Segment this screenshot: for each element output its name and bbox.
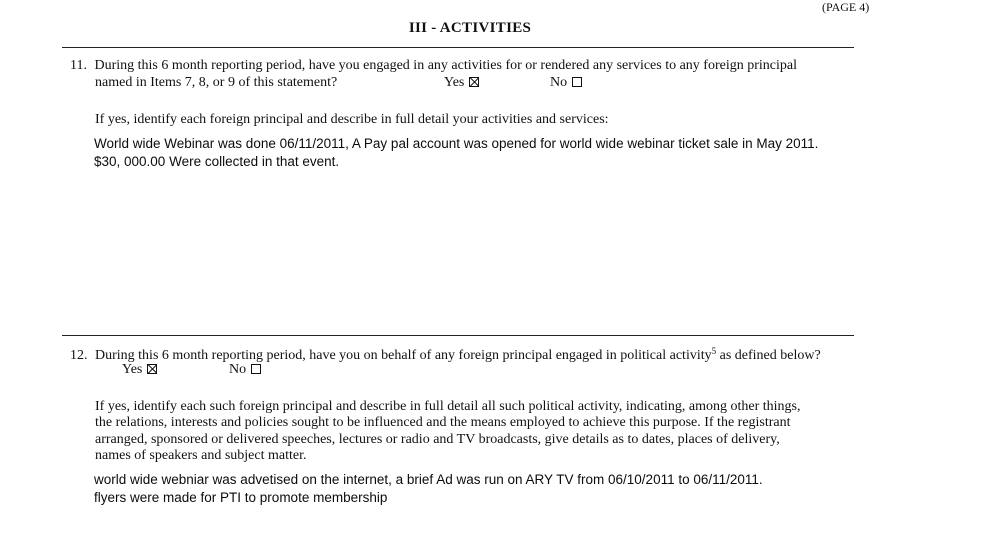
section-rule-middle [62,335,854,336]
q12-instruction-line2: the relations, interests and policies sought to be influenced and the means employed to achieve this purpose. If the registrant [95,415,791,430]
q12-answer-line1: world wide webniar was advetised on the internet, a brief Ad was run on ARY TV from 06/10/2011 to 06/11/2011. [94,472,763,487]
q12-yes-option[interactable] [122,362,157,378]
q12-no-option[interactable] [229,362,261,378]
q11-yes-label: Yes [444,75,465,90]
q12-instruction-line1: If yes, identify each such foreign principal and describe in full detail all such political activity, indicating, among other things, [95,399,801,414]
q11-yes-checkbox[interactable] [469,77,479,87]
q11-no-label: No [550,75,568,90]
q12-number: 12. [70,348,88,363]
q11-answer-line1: World wide Webinar was done 06/11/2011, A Pay pal account was opened for world wide webinar ticket sale in May 2011. [94,136,819,151]
q11-yes-option[interactable] [444,75,479,91]
section-rule-top [62,47,854,48]
q11-question-text-cont: named in Items 7, 8, or 9 of this statement? [95,75,338,90]
q11-question-text: During this 6 month reporting period, have you engaged in any activities for or rendered any services to any foreign principal [94,58,797,73]
q12-no-label: No [229,362,247,377]
q11-instruction: If yes, identify each foreign principal and describe in full detail your activities and services: [95,112,609,127]
page-number: (PAGE 4) [822,0,870,14]
q11-answer-line2: $30, 000.00 Were collected in that event. [94,154,340,169]
section-title: III - ACTIVITIES [408,20,532,36]
q12-answer-line2: flyers were made for PTI to promote membership [94,490,388,505]
q12-question-text-end: as defined below? [716,348,821,363]
q12-instruction-line4: names of speakers and subject matter. [95,448,307,463]
q12-question-text: During this 6 month reporting period, have you on behalf of any foreign principal engaged in political activity [95,348,712,363]
q12-line1 [70,343,821,364]
q11-number: 11. [70,58,87,73]
q12-footnote-mark: 5 [711,346,717,356]
q12-instruction-line3: arranged, sponsored or delivered speeches, lectures or radio and TV broadcasts, give details as to dates, places of delivery, [95,432,780,447]
q11-no-checkbox[interactable] [572,77,582,87]
q11-no-option[interactable] [550,75,582,91]
q11-line2 [95,75,337,91]
q11-line1 [70,58,797,74]
q12-no-checkbox[interactable] [251,364,261,374]
q12-yes-label: Yes [122,362,143,377]
q12-yes-checkbox[interactable] [147,364,157,374]
